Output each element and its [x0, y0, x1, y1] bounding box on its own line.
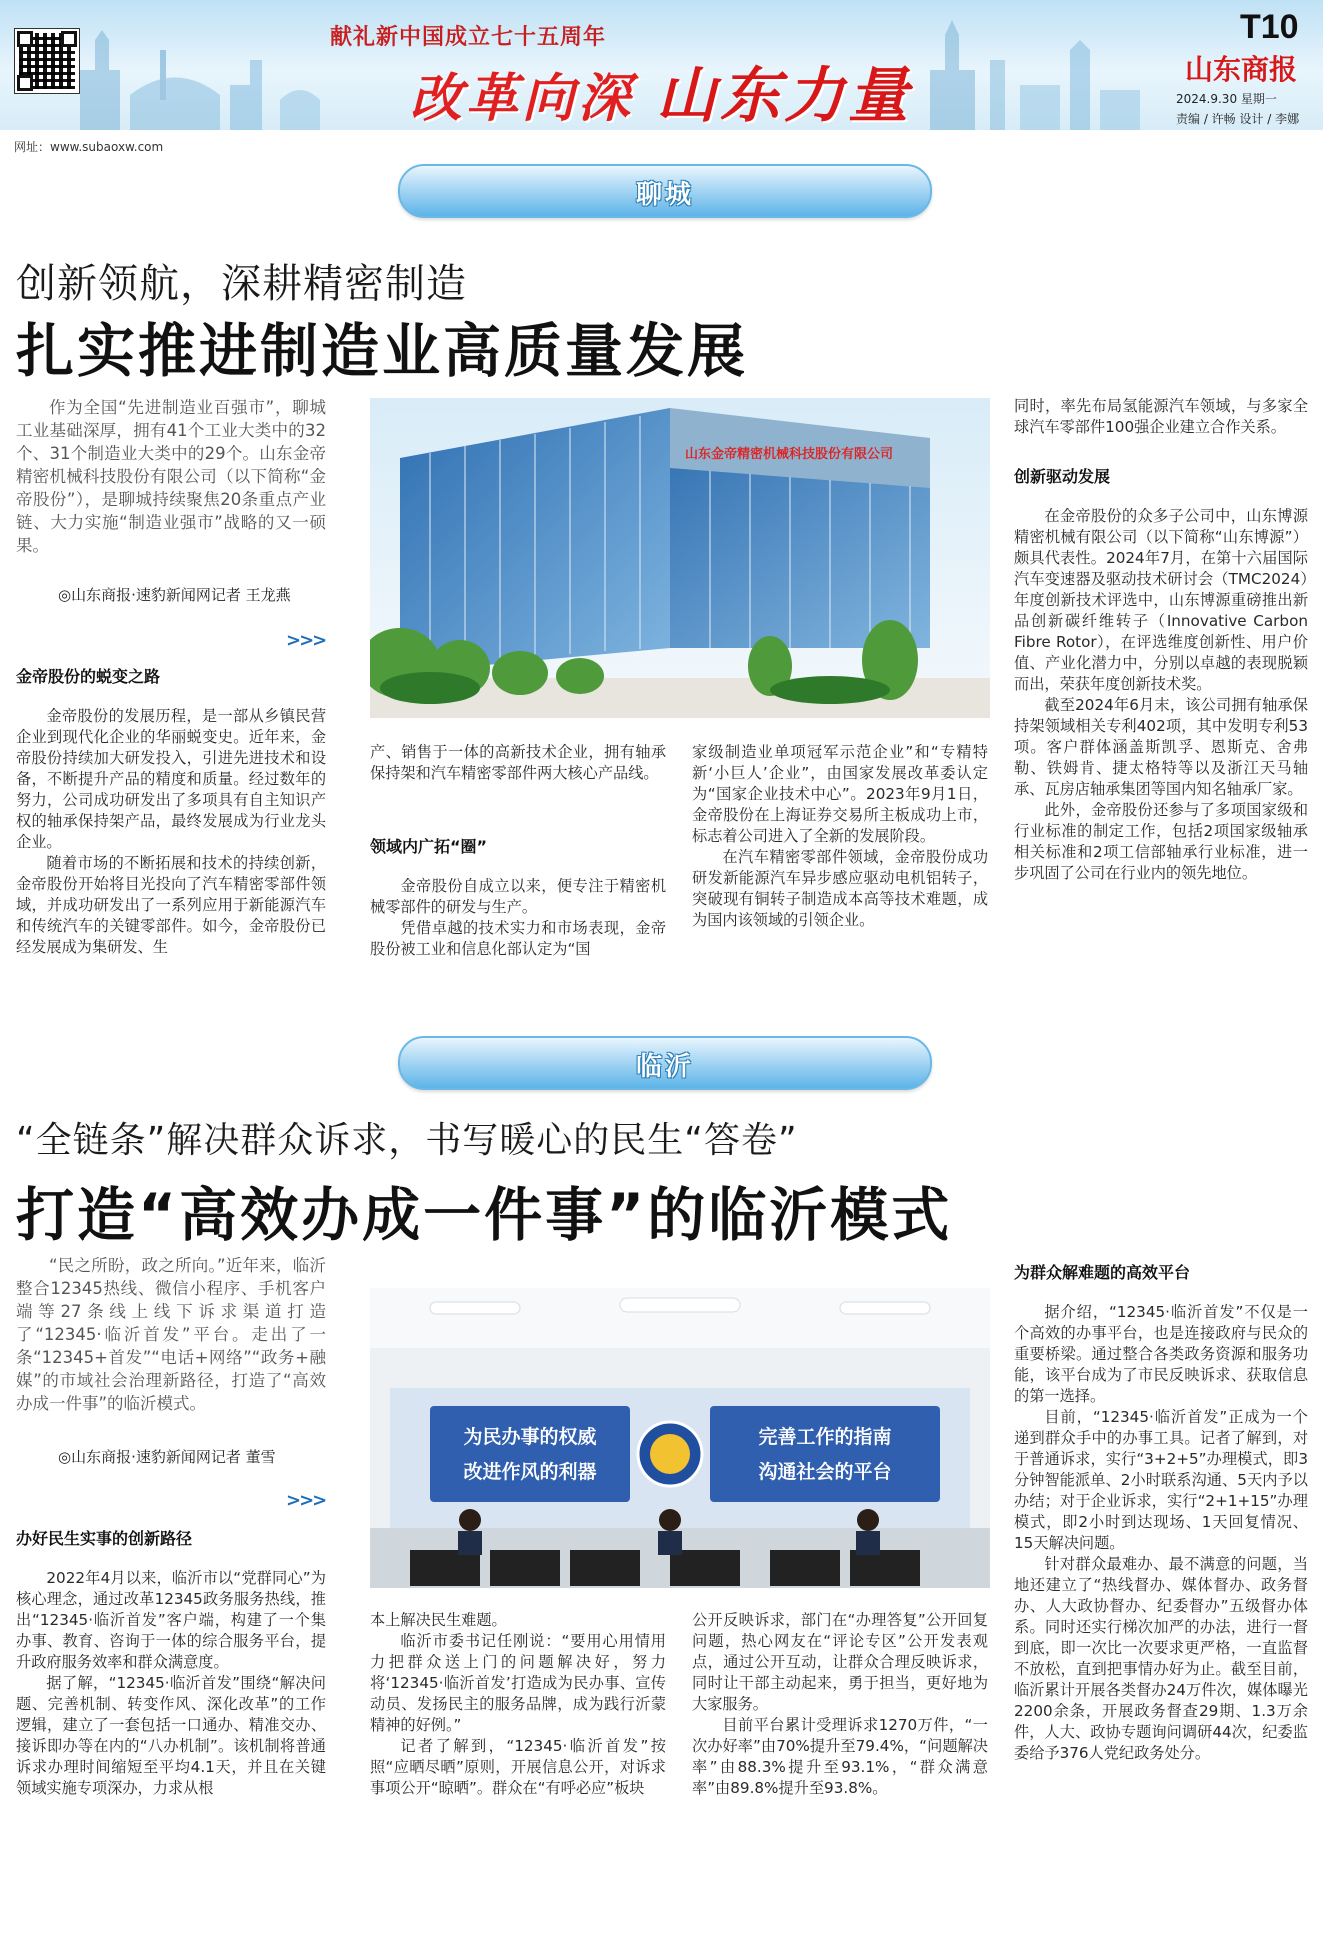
article1-kicker: 创新领航，深耕精密制造 [16, 261, 467, 307]
article2-column-3 [692, 1610, 988, 1799]
service-hall-photo [370, 1288, 990, 1588]
wall-slogan-left-2: 改进作风的利器 [463, 1461, 597, 1483]
article2-subhead-1: 办好民生实事的创新路径 [16, 1529, 193, 1548]
article2-headline: 打造“高效办成一件事”的临沂模式 [16, 1181, 953, 1249]
paragraph: 目前平台累计受理诉求1270万件，“一次办好率”由70%提升至79.4%，“问题解决率”由88.3%提升至93.1%，“群众满意率”由89.8%提升至93.8%。 [692, 1716, 988, 1797]
article1-column-3 [692, 742, 988, 931]
paragraph: 目前，“12345·临沂首发”正成为一个递到群众手中的办事工具。记者了解到，对于普通诉求，实行“3+2+5”办理模式，即3分钟智能派单、2小时联系沟通、5天内予以办结；对于企业诉求，实行“2+1+15”办理模式，即2小时到达现场、1天回复情况、15天解决问题。 [1014, 1408, 1308, 1552]
article1-column-1 [16, 706, 326, 958]
paragraph: 此外，金帝股份还参与了多项国家级和行业标准的制定工作，包括2项国家级轴承相关标准和2项工信部轴承行业标准，进一步巩固了公司在行业内的领先地位。 [1014, 801, 1308, 882]
service-hall-illustration [370, 1288, 990, 1588]
section-banner-label: 聊城 [635, 180, 694, 210]
article1-column-2b [370, 876, 666, 960]
paragraph: 截至2024年6月末，该公司拥有轴承保持架领域相关专利402项，其中发明专利53项。客户群体涵盖斯凯孚、恩斯克、舍弗勒、铁姆肯、捷太格特等以及浙江天马轴承、瓦房店轴承集团等国内知名轴承厂家。 [1014, 696, 1308, 798]
paragraph: 据介绍，“12345·临沂首发”不仅是一个高效的办事平台，也是连接政府与民众的重要桥梁。通过整合各类政务资源和服务功能，该平台成为了市民反映诉求、获取信息的第一选择。 [1014, 1303, 1308, 1405]
paragraph: 临沂市委书记任刚说：“要用心用情用力把群众送上门的问题解决好，努力将‘12345·临沂首发’打造成为民办事、宣传动员、发扬民主的服务品牌，成为践行沂蒙精神的好例。” [370, 1632, 666, 1734]
article2-kicker: “全链条”解决群众诉求，书写暖心的民生“答卷” [16, 1120, 798, 1161]
article1-column-2 [370, 742, 666, 784]
issue-date: 2024.9.30 星期一 [1176, 92, 1277, 106]
article2-column-1 [16, 1568, 326, 1799]
paragraph: 金帝股份的发展历程，是一部从乡镇民营企业到现代化企业的华丽蜕变史。近年来，金帝股份持续加大研发投入，引进先进技术和设备，不断提升产品的精度和质量。经过数年的努力，公司成功研发出了多项具有自主知识产权的轴承保持架产品，最终发展成为行业龙头企业。 [16, 707, 326, 851]
paragraph: 随着市场的不断拓展和技术的持续创新，金帝股份开始将目光投向了汽车精密零部件领域，并成功研发出了一系列应用于新能源汽车和传统汽车的关键零部件。如今，金帝股份已经发展成为集研发、生 [16, 854, 326, 956]
paragraph: 记者了解到，“12345·临沂首发”按照“应晒尽晒”原则，开展信息公开，对诉求事项公开“晾晒”。群众在“有呼必应”板块 [370, 1737, 666, 1797]
masthead-tagline: 献礼新中国成立七十五周年 [330, 24, 607, 50]
article2-column-2 [370, 1610, 666, 1799]
article2-lead [16, 1254, 326, 1415]
paragraph: 产、销售于一体的高新技术企业，拥有轴承保持架和汽车精密零部件两大核心产品线。 [370, 743, 666, 782]
wall-slogan-right-2: 沟通社会的平台 [758, 1461, 892, 1483]
section-banner-liaocheng [398, 164, 932, 218]
factory-photo [370, 398, 990, 718]
more-arrows: >>> [286, 1490, 326, 1511]
lead-paragraph: “民之所盼，政之所向。”近年来，临沂整合12345热线、微信小程序、手机客户端等27条线上线下诉求渠道打造了“12345·临沂首发”平台。走出了一条“12345+首发”“电话+网络”“政务+融媒”的市域社会治理新路径，打造了“高效办成一件事”的临沂模式。 [16, 1256, 326, 1413]
article1-byline: ◎山东商报·速豹新闻网记者 王龙燕 [58, 586, 291, 604]
article2-byline: ◎山东商报·速豹新闻网记者 董雪 [58, 1448, 276, 1466]
paragraph: 公开反映诉求，部门在“办理答复”公开回复问题，热心网友在“评论专区”公开发表观点，通过公开互动，让群众合理反映诉求，同时让干部主动起来，勇于担当，更好地为大家服务。 [692, 1611, 988, 1713]
slogan-shandong: 山东力量 [656, 61, 913, 130]
paragraph: 据了解，“12345·临沂首发”围绕“解决问题、完善机制、转变作风、深化改革”的工作逻辑，建立了一套包括一口通办、精准交办、接诉即办等在内的“八办机制”。该机制将普通诉求办理时间缩短至平均4.1天，并且在关键领域实施专项深办，力求从根 [16, 1674, 326, 1797]
article2-column-4 [1014, 1302, 1308, 1764]
qr-code[interactable] [14, 28, 80, 94]
slogan-reform: 改革向深 [410, 68, 635, 129]
paragraph: 针对群众最难办、最不满意的问题，当地还建立了“热线督办、媒体督办、政务督办、人大政协督办、纪委督办”五级督办体系。同时还实行梯次加严的办法，进行一督到底，即一次比一次要求更严格，一直监督不放松，直到把事情办好为止。截至目前，临沂累计开展各类督办24万件次，媒体曝光2200余条，开展政务督查29期、1.3万余件，人大、政协专题询问调研44次，纪委监委给予376人党纪政务处分。 [1014, 1555, 1308, 1762]
more-arrows: >>> [286, 630, 326, 651]
article2-subhead-2: 为群众解难题的高效平台 [1014, 1263, 1191, 1282]
editor-credits: 责编 / 许畅 设计 / 李娜 [1176, 112, 1300, 126]
section-banner-label: 临沂 [635, 1052, 694, 1082]
paragraph: 在金帝股份的众多子公司中，山东博源精密机械有限公司（以下简称“山东博源”）颇具代表性。2024年7月，在第十六届国际汽车变速器及驱动技术研讨会（TMC2024）年度创新技术评选中，山东博源重磅推出新品创新碳纤维转子（Innovative Carbon Fibre Rotor），在评选维度创新性、用户价值、产业化潜力中，分别以卓越的表现脱颖而出，荣获年度创新技术奖。 [1014, 507, 1308, 693]
article1-column-4 [1014, 396, 1308, 438]
paragraph: 2022年4月以来，临沂市以“党群同心”为核心理念，通过改革12345政务服务热线，推出“12345·临沂首发”客户端，构建了一个集办事、教育、咨询于一体的综合服务平台，提升政府服务效率和群众满意度。 [16, 1569, 326, 1671]
paragraph: 凭借卓越的技术实力和市场表现，金帝股份被工业和信息化部认定为“国 [370, 919, 666, 958]
article1-subhead-1: 金帝股份的蜕变之路 [16, 667, 161, 686]
masthead [0, 0, 1323, 130]
paragraph: 家级制造业单项冠军示范企业”和“专精特新‘小巨人’企业”，由国家发展改革委认定为“国家企业技术中心”。2023年9月1日，金帝股份在上海证券交易所主板成功上市，标志着公司进入了全新的发展阶段。 [692, 743, 988, 845]
article1-headline: 扎实推进制造业高质量发展 [16, 317, 749, 385]
article1-column-4b [1014, 506, 1308, 884]
wall-slogan-right-1: 完善工作的指南 [758, 1426, 892, 1448]
paragraph: 金帝股份自成立以来，便专注于精密机械零部件的研发与生产。 [370, 877, 666, 916]
paragraph: 同时，率先布局氢能源汽车领域，与多家全球汽车零部件100强企业建立合作关系。 [1014, 397, 1308, 436]
website-url[interactable]: 网址：www.subaoxw.com [14, 140, 164, 154]
article1-lead [16, 396, 326, 557]
article1-subhead-2: 领域内广拓“圈” [370, 837, 488, 856]
page-number: T10 [1240, 8, 1299, 46]
paragraph: 在汽车精密零部件领域，金帝股份成功研发新能源汽车异步感应驱动电机铝转子，突破现有铜转子制造成本高等技术难题，成为国内该领域的引领企业。 [692, 848, 988, 929]
masthead-slogan [410, 48, 912, 130]
wall-slogan-left-1: 为民办事的权威 [463, 1426, 597, 1448]
paper-name: 山东商报 [1185, 53, 1298, 86]
section-banner-linyi [398, 1036, 932, 1090]
building-sign: 山东金帝精密机械科技股份有限公司 [685, 447, 894, 462]
article1-subhead-3: 创新驱动发展 [1014, 467, 1111, 486]
paragraph: 本上解决民生难题。 [370, 1611, 507, 1629]
lead-paragraph: 作为全国“先进制造业百强市”，聊城工业基础深厚，拥有41个工业大类中的32个、31个制造业大类中的29个。山东金帝精密机械科技股份有限公司（以下简称“金帝股份”），是聊城持续聚焦20条重点产业链、大力实施“制造业强市”战略的又一硕果。 [16, 398, 326, 555]
factory-illustration [370, 398, 990, 718]
